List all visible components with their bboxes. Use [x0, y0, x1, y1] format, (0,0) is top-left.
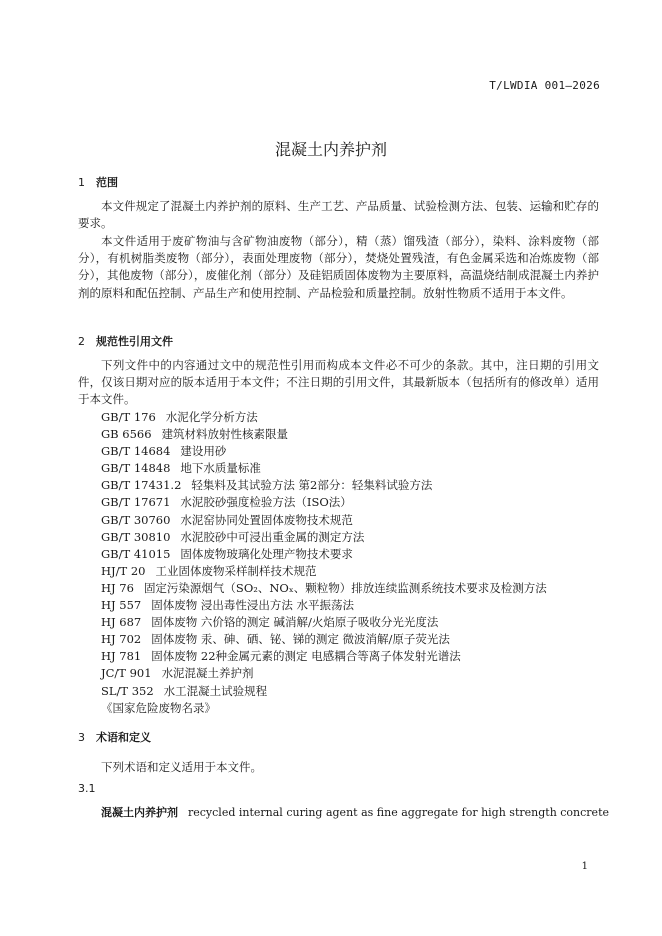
reference-title: 《国家危险废物名录》: [101, 700, 216, 715]
term-english: recycled internal curing agent as fine aggregate for high strength concrete: [188, 806, 609, 819]
reference-code: HJ 76: [101, 580, 134, 595]
reference-code: GB/T 30810: [101, 529, 171, 544]
reference-code: GB/T 30760: [101, 512, 171, 527]
reference-title: 水泥化学分析方法: [165, 410, 258, 424]
section-title: 规范性引用文件: [96, 335, 173, 348]
term-entry-number: 3.1: [78, 782, 96, 795]
section-number: 1: [78, 176, 85, 189]
reference-code: HJ 557: [101, 598, 142, 613]
reference-title: 水泥混凝土养护剂: [161, 666, 254, 681]
term-entry: [101, 804, 609, 820]
section-heading-terms: [78, 729, 151, 745]
reference-item: [101, 443, 547, 460]
reference-title: 建筑材料放射性核素限量: [161, 427, 289, 442]
reference-item: [101, 580, 547, 597]
scope-paragraph-1: 本文件规定了混凝土内养护剂的原料、生产工艺、产品质量、试验检测方法、包装、运输和贮存的要求。: [78, 199, 599, 231]
reference-item: [101, 529, 547, 546]
normative-intro-paragraph: 下列文件中的内容通过文中的规范性引用而构成本文件必不可少的条款。其中，注日期的引用文件，仅该日期对应的版本适用于本文件；不注日期的引用文件，其最新版本（包括所有的修改单）适用于本文件。: [78, 358, 599, 407]
reference-item: [101, 648, 547, 665]
scope-paragraph-2: 本文件适用于废矿物油与含矿物油废物（部分），精（蒸）馏残渣（部分），染料、涂料废物（部分），有机树脂类废物（部分），表面处理废物（部分），焚烧处置残渣，有色金属采选和冶炼废物（部分），其他废物（部分），废催化剂（部分）及硅铝质固体废物为主要原料，高温烧结制成混凝土内养护剂的原料和配伍控制、产品生产和使用控制、产品检验和质量控制。放射性物质不适用于本文件。: [78, 234, 599, 300]
page-number: 1: [581, 861, 588, 872]
section-number: 3: [78, 731, 85, 744]
reference-title: 水工混凝土试验规程: [163, 683, 268, 698]
document-code-header: T/LWDIA 001—2026: [489, 79, 600, 92]
reference-title: 地下水质量标准: [180, 461, 261, 476]
section-heading-normative-references: [78, 333, 173, 349]
reference-item: [101, 460, 547, 477]
reference-item: [101, 700, 547, 717]
reference-title: 固体废物 22种金属元素的测定 电感耦合等离子体发射光谱法: [151, 649, 461, 664]
reference-title: 固体废物玻璃化处理产物技术要求: [180, 546, 353, 561]
reference-title: 水泥胶砂中可浸出重金属的测定方法: [180, 529, 365, 544]
reference-title: 工业固体废物采样制样技术规范: [155, 563, 317, 578]
reference-item: [101, 477, 547, 494]
reference-code: HJ 687: [101, 615, 142, 630]
reference-item: [101, 614, 547, 631]
reference-code: JC/T 901: [101, 666, 152, 681]
document-title: 混凝土内养护剂: [274, 140, 387, 159]
reference-item: [101, 546, 547, 563]
section-title: 术语和定义: [96, 731, 151, 744]
reference-title: 固体废物 六价铬的测定 碱消解/火焰原子吸收分光光度法: [151, 615, 439, 630]
reference-title: 建设用砂: [180, 444, 227, 459]
reference-title: 固定污染源烟气（SO₂、NOₓ、颗粒物）排放连续监测系统技术要求及检测方法: [143, 580, 547, 595]
reference-title: 轻集料及其试验方法 第2部分：轻集料试验方法: [191, 478, 433, 493]
reference-item: [101, 563, 547, 580]
reference-code: GB/T 14848: [101, 461, 171, 476]
reference-title: 固体废物 汞、砷、硒、铋、锑的测定 微波消解/原子荧光法: [151, 632, 450, 647]
reference-list: [101, 409, 547, 717]
reference-item: [101, 512, 547, 529]
reference-code: GB/T 14684: [101, 444, 171, 459]
reference-item: [101, 631, 547, 648]
section-number: 2: [78, 335, 85, 348]
reference-code: SL/T 352: [101, 683, 154, 698]
section-title: 范围: [96, 176, 118, 189]
reference-code: GB/T 41015: [101, 546, 171, 561]
reference-item: [101, 597, 547, 614]
terms-intro-paragraph: 下列术语和定义适用于本文件。: [101, 760, 262, 774]
reference-item: [101, 665, 547, 682]
reference-code: HJ/T 20: [101, 563, 146, 578]
reference-title: 水泥窑协同处置固体废物技术规范: [180, 512, 353, 527]
reference-code: GB 6566: [101, 427, 152, 442]
reference-code: HJ 702: [101, 632, 142, 647]
reference-item: [101, 409, 547, 426]
reference-item: [101, 494, 547, 511]
section-heading-scope: [78, 174, 118, 190]
reference-code: GB/T 17671: [101, 495, 171, 510]
reference-code: GB/T 176: [101, 410, 156, 424]
reference-item: [101, 426, 547, 443]
reference-code: HJ 781: [101, 649, 142, 664]
reference-title: 固体废物 浸出毒性浸出方法 水平振荡法: [151, 598, 355, 613]
reference-title: 水泥胶砂强度检验方法（ISO法）: [180, 495, 352, 510]
reference-code: GB/T 17431.2: [101, 478, 182, 493]
reference-item: [101, 683, 547, 700]
term-chinese: 混凝土内养护剂: [101, 806, 178, 819]
